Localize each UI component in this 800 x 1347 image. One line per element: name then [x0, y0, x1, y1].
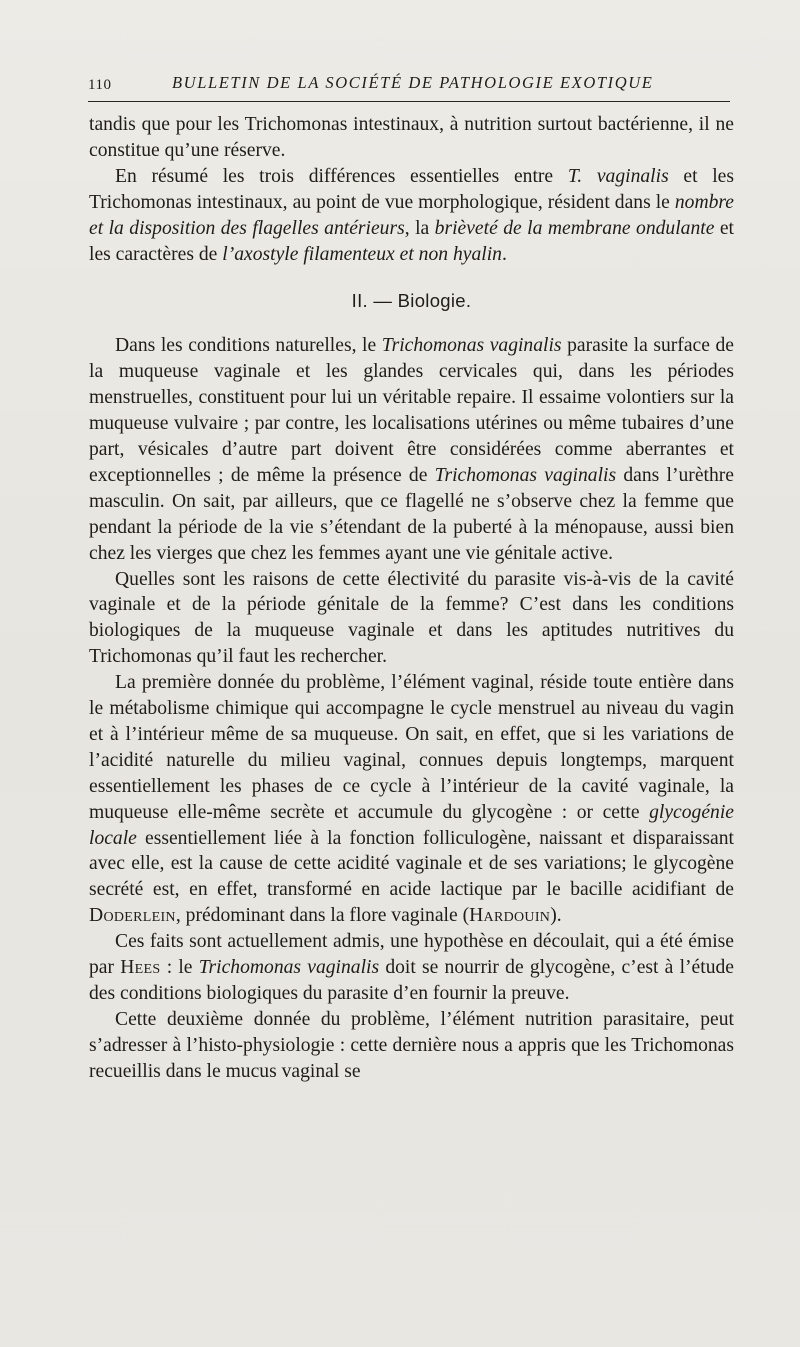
- italic-phrase: nombre et la disposition des flagelles antérieurs: [89, 191, 734, 239]
- italic-phrase: brièveté de la membrane ondulante: [434, 217, 715, 239]
- text-run: Cette deuxième donnée du problème, l’élément nutrition parasitaire, peut s’adresser à l’histo-physiologie : cette dernière nous a appris que les Trichomonas recueillis dans le mucus vaginal se: [89, 1008, 734, 1082]
- paragraph: [89, 1007, 734, 1085]
- italic-phrase: glycogénie locale: [89, 801, 734, 849]
- paragraph: [89, 567, 734, 671]
- author-name: Hardouin: [469, 905, 551, 927]
- author-name: Doderlein: [89, 905, 176, 927]
- page-number: 110: [88, 77, 112, 93]
- author-name: Hees: [120, 957, 161, 979]
- section-heading: II. — Biologie.: [351, 290, 472, 312]
- running-header: [0, 73, 800, 99]
- paragraph: [89, 929, 734, 1007]
- italic-phrase: l’axostyle filamenteux et non hyalin: [222, 243, 502, 265]
- header-rule: [88, 101, 730, 102]
- text-run: La première donnée du problème, l’élément vaginal, réside toute entière dans le métabolisme chimique qui accompagne le cycle menstruel au niveau du vagin et à l’intérieur même de sa muqueuse. On sait, en effet, que si les variations de l’acidité naturelle du milieu vaginal, connues depuis longtemps, marquent essentiellement les phases de ce cycle à l’intérieur de la cavité vaginale, la muqueuse elle-même secrète et accumule du glycogène : or cette: [89, 672, 734, 823]
- paragraph: [89, 670, 734, 929]
- text-run: Quelles sont les raisons de cette électivité du parasite vis-à-vis de la cavité vaginale et de la période génitale de la femme? C’est dans les conditions biologiques de la muqueuse vaginale et dans les aptitudes nutritives du Trichomonas qu’il faut les rechercher.: [89, 568, 734, 668]
- text-run: : le: [160, 957, 199, 979]
- text-run: essentiellement liée à la fonction folliculogène, naissant et disparaissant avec elle, est la cause de cette acidité vaginale et de ses variations; le glycogène secrété est, en effet, transformé en acide lactique par le bacille acidifiant de: [89, 827, 734, 901]
- italic-species-name: Trichomonas vaginalis: [381, 335, 562, 357]
- text-run: et les Trichomonas intestinaux, au point de vue morphologique, résident dans le: [89, 165, 734, 213]
- text-run: Ces faits sont actuellement admis, une hypothèse en découlait, qui a été émise par: [89, 931, 734, 979]
- text-run: En résumé les trois différences essentielles entre: [115, 165, 568, 187]
- italic-species-name: Trichomonas vaginalis: [434, 464, 617, 486]
- journal-title: BULLETIN DE LA SOCIÉTÉ DE PATHOLOGIE EXOTIQUE: [172, 73, 654, 92]
- text-run: , prédominant dans la flore vaginale (: [175, 905, 470, 927]
- italic-species-name: Trichomonas vaginalis: [198, 957, 380, 979]
- italic-species-name: T. vaginalis: [567, 165, 669, 187]
- paragraph: [89, 164, 734, 268]
- text-run: Dans les conditions naturelles, le: [115, 335, 382, 357]
- text-run: doit se nourrir de glycogène, c’est à l’étude des conditions biologiques du parasite d’en fournir la preuve.: [89, 957, 734, 1004]
- article-body: [89, 112, 734, 1085]
- text-run: parasite la surface de la muqueuse vaginale et les glandes cervicales qui, dans les périodes menstruelles, constituent pour lui un véritable repaire. Il essaime volontiers sur la muqueuse vulvaire ; par contre, les localisations utérines ou même tubaires d’une part, vésicales d’autre part doivent être considérées comme aberrantes et exceptionnelles ; de même la présence de: [89, 335, 734, 486]
- paragraph: [89, 333, 734, 566]
- text-run: .: [501, 243, 507, 265]
- text-run: tandis que pour les Trichomonas intestinaux, à nutrition surtout bactérienne, il ne constitue qu’une réserve.: [89, 114, 734, 161]
- paragraph: [89, 112, 734, 164]
- text-run: et les caractères de: [89, 217, 735, 265]
- text-run: ).: [550, 905, 562, 927]
- text-run: , la: [404, 217, 435, 239]
- text-run: dans l’urèthre masculin. On sait, par ailleurs, que ce flagellé ne s’observe chez la femme que pendant la période de la vie s’étendant de la puberté à la ménopause, aussi bien chez les vierges que chez les femmes ayant une vie génitale active.: [89, 464, 734, 564]
